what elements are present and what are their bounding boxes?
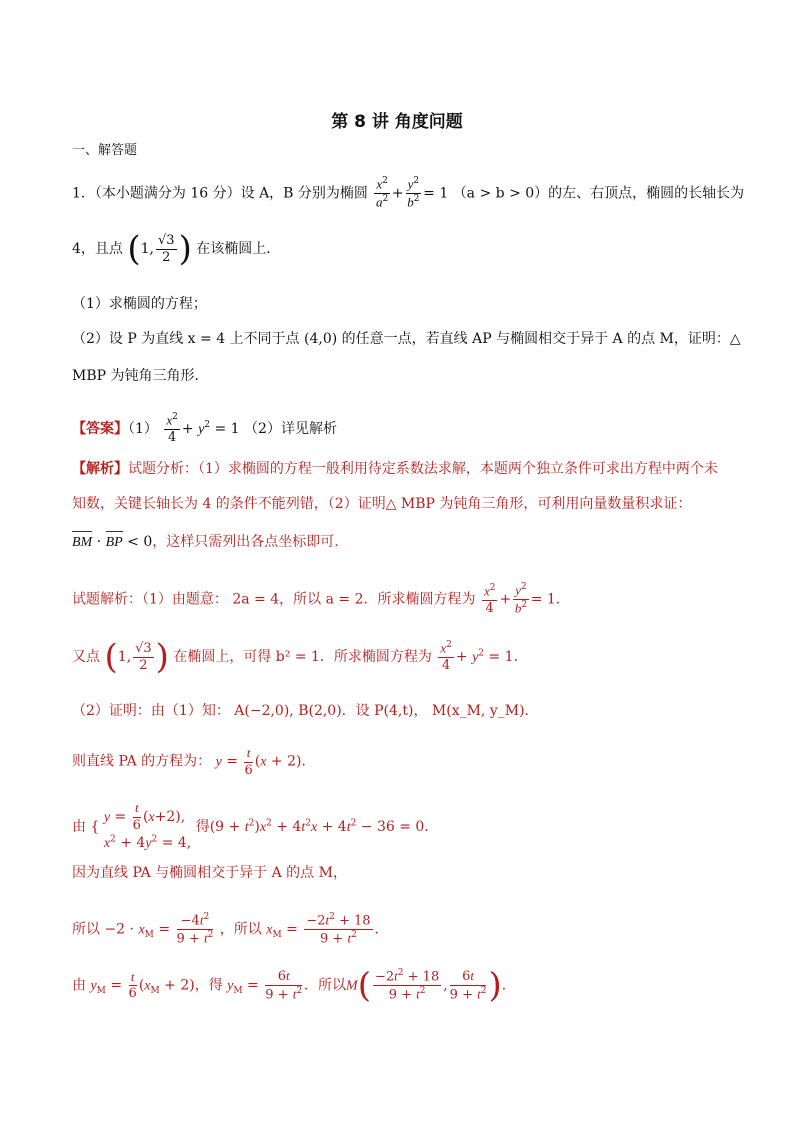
analysis-line2: 知数，关键长轴长为 4 的条件不能列错，（2）证明△ MBP 为钝角三角形，可利用向量数量积求证： (72, 496, 692, 512)
solution-line7: 所以 $-2 \cdot x_M$ = $\frac{-4t^2}{9 + t^2}$ ，所以 $x_M$ = $\frac{-2t^2 + 18}{9 + t^2}$ ． (72, 912, 389, 947)
q1-line2: 4，且点 (1, $\frac{√3}{2}$ ) 在该椭圆上． (72, 229, 281, 269)
q1-line1: 1．（本小题满分为 16 分）设 A，B 分别为椭圆 $\frac{x^2}{a^2}$ + $\frac{y^2}{b^2}$ = 1 （a > b > 0）的左、右顶点，椭圆的长轴长为 (72, 176, 745, 210)
solution-line1: 试题解析：（1）由题意： 2a = 4，所以 a = 2．所求椭圆方程为 $\frac{x^2}{4}$ + $\frac{y^2}{b^2}$ = 1． (72, 582, 570, 616)
solution-line6: 因为直线 PA 与椭圆相交于异于 A 的点 M， (72, 865, 347, 881)
solution-line5: 由 { y = $\frac{t}{6}$ (x+2), $x^2 + 4y^2 = 4$, 得$(9 + t^2)x^2 + 4t^2x + 4t^2 - 36 = 0$． (72, 800, 439, 852)
section-heading: 一、解答题 (72, 143, 138, 158)
q1-part2-line2: MBP 为钝角三角形． (72, 368, 209, 384)
solution-line4: 则直线 PA 的方程为： y = $\frac{t}{6}$ (x + 2)． (72, 745, 316, 778)
answer-line: 【答案】（1） $\frac{x^2}{4}$ + $y^2 = 1$ （2）详见解析 (72, 412, 337, 445)
q1-part1: （1）求椭圆的方程； (72, 296, 207, 312)
page-title: 第 8 讲 角度问题 (331, 112, 463, 132)
solution-line8: 由 $y_M$ = $\frac{t}{6}$ $(x_M + 2)$，得 $y_M$ = $\frac{6t}{9 + t^2}$ ．所以M( $\frac{-2t^2 + 18}{9 + t^2}$ , $\frac{6t}{9 + t^2}$ )． (72, 965, 516, 1006)
solution-line3: （2）证明：由（1）知： A(−2,0), B(2,0)．设 P(4,t)， M(x_M, y_M)． (72, 703, 539, 719)
analysis-line3: BM · BP < 0，这样只需列出各点坐标即可. (72, 534, 339, 550)
analysis-line1: 【解析】试题分析：（1）求椭圆的方程一般利用待定系数法求解，本题两个独立条件可求出方程中两个未 (72, 461, 718, 477)
q1-part2-line1: （2）设 P 为直线 x = 4 上不同于点 (4,0) 的任意一点，若直线 AP 与椭圆相交于异于 A 的点 M，证明：△ (72, 331, 741, 347)
solution-line2: 又点 (1, $\frac{√3}{2}$ ) 在椭圆上，可得 b² = 1．所求椭圆方程为 $\frac{x^2}{4}$ + $y^2 = 1$． (72, 637, 528, 677)
